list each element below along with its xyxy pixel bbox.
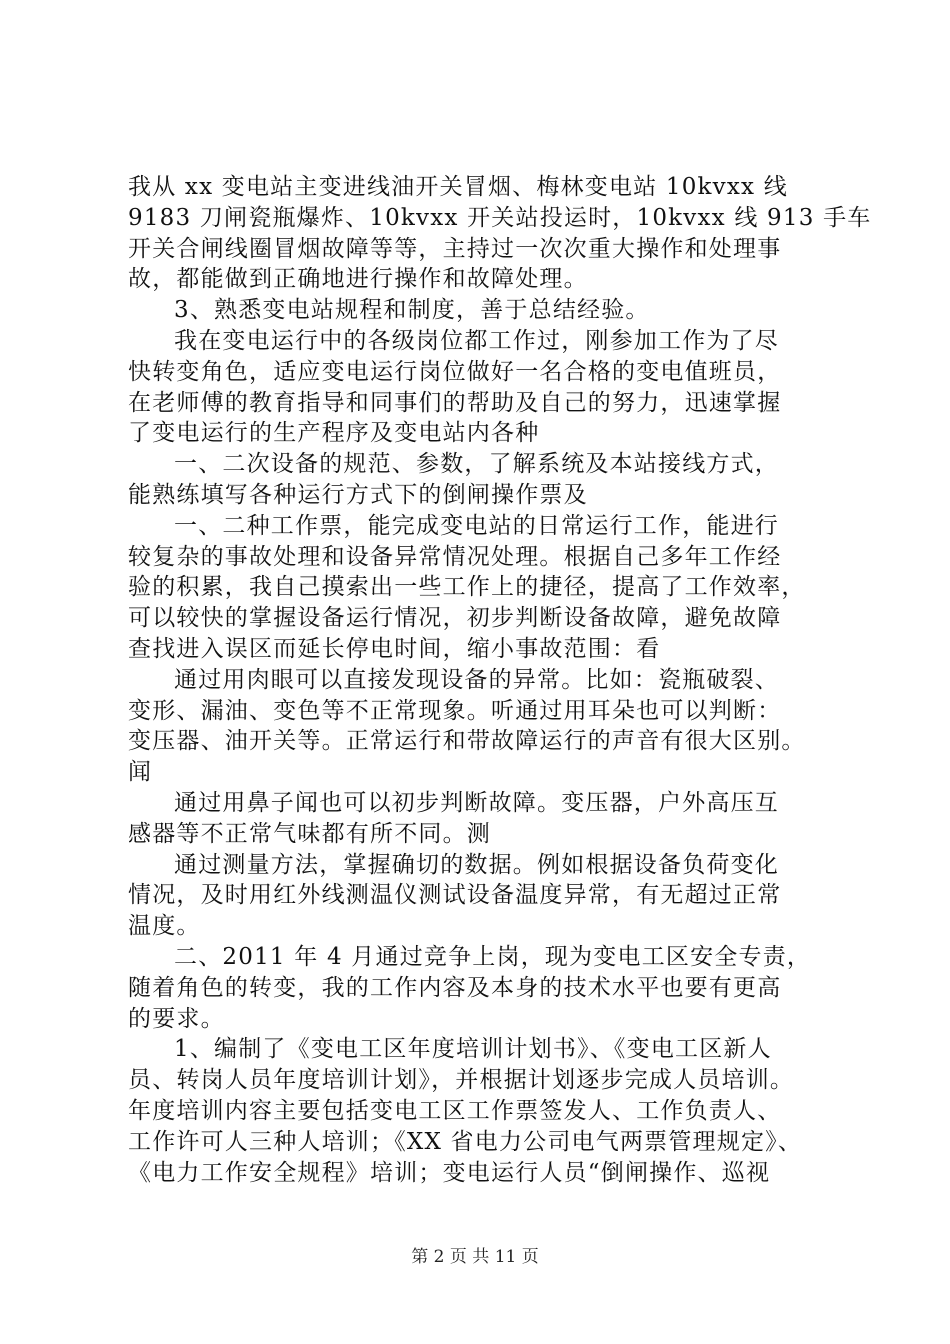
text-line: 一、二次设备的规范、参数，了解系统及本站接线方式，	[174, 451, 779, 478]
text-line: 变压器、油开关等。正常运行和带故障运行的声音有很大区别。	[128, 728, 806, 755]
text-line: 温度。	[128, 913, 201, 940]
text-line: 工作许可人三种人培训；《XX 省电力公司电气两票管理规定》、	[128, 1128, 803, 1155]
text-line: 年度培训内容主要包括变电工区工作票签发人、工作负责人、	[128, 1097, 782, 1124]
text-line: 通过测量方法，掌握确切的数据。例如根据设备负荷变化	[174, 851, 779, 878]
text-line: 较复杂的事故处理和设备异常情况处理。根据自己多年工作经	[128, 543, 782, 570]
text-line: 变形、漏油、变色等不正常现象。听通过用耳朵也可以判断：	[128, 697, 782, 724]
text-line: 随着角色的转变，我的工作内容及本身的技术水平也要有更高	[128, 974, 782, 1001]
text-line: 员、转岗人员年度培训计划》，并根据计划逐步完成人员培训。	[128, 1067, 795, 1094]
text-line: 闻	[128, 759, 153, 786]
text-line: 了变电运行的生产程序及变电站内各种	[128, 420, 540, 447]
page-number-footer: 第 2 页 共 11 页	[411, 1247, 539, 1267]
text-line: 情况，及时用红外线测温仪测试设备温度异常，有无超过正常	[128, 882, 782, 909]
text-line: 的要求。	[128, 1005, 225, 1032]
text-line: 我从 xx 变电站主变进线油开关冒烟、梅林变电站 10kvxx 线	[128, 174, 788, 200]
text-line: 3、熟悉变电站规程和制度，善于总结经验。	[174, 297, 650, 324]
text-line: 二、2011 年 4 月通过竞争上岗，现为变电工区安全专责，	[174, 943, 812, 970]
text-line: 查找进入误区而延长停电时间，缩小事故范围：看	[128, 635, 661, 662]
text-line: 《电力工作安全规程》培训；变电运行人员“倒闸操作、巡视	[128, 1159, 771, 1186]
document-body	[128, 172, 872, 1188]
text-line: 感器等不正常气味都有所不同。测	[128, 820, 491, 847]
text-line: 一、二种工作票，能完成变电站的日常运行工作，能进行	[174, 512, 779, 539]
text-line: 9183 刀闸瓷瓶爆炸、10kvxx 开关站投运时，10kvxx 线 913 手车	[128, 204, 872, 231]
text-line: 故，都能做到正确地进行操作和故障处理。	[128, 266, 588, 293]
text-line: 可以较快的掌握设备运行情况，初步判断设备故障，避免故障	[128, 605, 782, 632]
text-line: 通过用鼻子闻也可以初步判断故障。变压器，户外高压互	[174, 789, 779, 816]
text-line: 在老师傅的教育指导和同事们的帮助及自己的努力，迅速掌握	[128, 389, 782, 416]
text-line: 验的积累，我自己摸索出一些工作上的捷径，提高了工作效率，	[128, 574, 806, 601]
text-line: 快转变角色，适应变电运行岗位做好一名合格的变电值班员，	[128, 358, 782, 385]
text-line: 1、编制了《变电工区年度培训计划书》、《变电工区新人	[174, 1036, 772, 1063]
text-line: 通过用肉眼可以直接发现设备的异常。比如：瓷瓶破裂、	[174, 666, 779, 693]
text-line: 我在变电运行中的各级岗位都工作过，刚参加工作为了尽	[174, 327, 779, 354]
text-line: 能熟练填写各种运行方式下的倒闸操作票及	[128, 481, 588, 508]
text-line: 开关合闸线圈冒烟故障等等，主持过一次次重大操作和处理事	[128, 235, 782, 262]
